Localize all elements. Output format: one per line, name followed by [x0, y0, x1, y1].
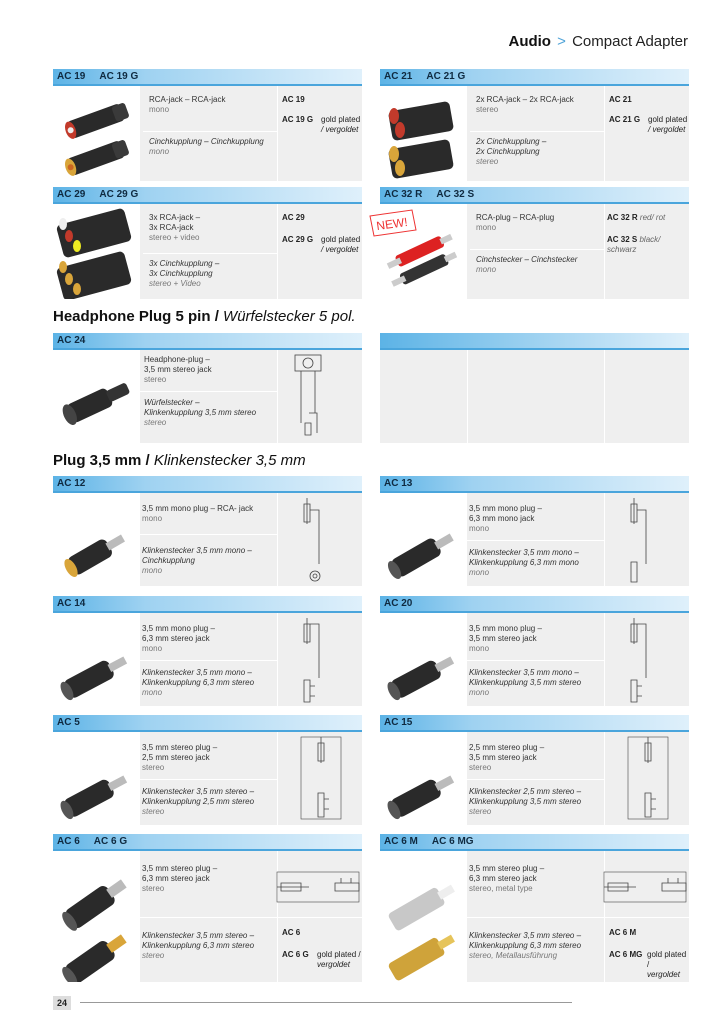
- footer-rule: [80, 1002, 572, 1003]
- product-ac6m: AC 6 M AC 6 MG 3,5 mm stereo plug – 6,3 mm stereo jack stereo, metal type Klinkenstecker 3,5 mm stereo – Klinkenkupplung 6,3 mm stereo stereo, Metallausführung AC 6 M AC 6 MG gold plated / vergoldet: [380, 834, 689, 982]
- product-image: [380, 493, 467, 586]
- wiring-diagram: [602, 862, 688, 917]
- product-bar: AC 19 AC 19 G: [53, 69, 362, 84]
- product-image: [53, 86, 140, 181]
- wiring-diagram: [299, 735, 343, 828]
- product-bar: AC 13: [380, 476, 689, 491]
- product-bar: AC 6 AC 6 G: [53, 834, 362, 849]
- new-badge: [368, 208, 418, 238]
- wiring-diagram: [624, 616, 654, 709]
- product-bar: AC 6 M AC 6 MG: [380, 834, 689, 849]
- product-ac15: AC 15 2,5 mm stereo plug – 3,5 mm stereo jack stereo Klinkenstecker 2,5 mm stereo – Klinkenkupplung 3,5 mm stereo stereo: [380, 715, 689, 825]
- product-bar: AC 14: [53, 596, 362, 611]
- product-image: [380, 613, 467, 706]
- product-ac5: AC 5 3,5 mm stereo plug – 2,5 mm stereo jack stereo Klinkenstecker 3,5 mm stereo – Klinkenkupplung 2,5 mm stereo stereo: [53, 715, 362, 825]
- product-image: [53, 851, 140, 982]
- product-ac29: AC 29 AC 29 G 3x RCA-jack – 3x RCA-jack stereo + video 3x Cinchkupplung – 3x Cinchkupplung stereo + Video AC 29 AC 29 G gold plated / vergoldet: [53, 187, 362, 299]
- new-badge-label: NEW!: [375, 214, 409, 234]
- product-ac12: AC 12 3,5 mm mono plug – RCA- jack mono Klinkenstecker 3,5 mm mono – Cinchkupplung mono: [53, 476, 362, 586]
- product-bar: AC 15: [380, 715, 689, 730]
- product-image: [53, 613, 140, 706]
- wiring-diagram: [626, 735, 670, 828]
- product-image: [380, 732, 467, 825]
- product-bar: AC 5: [53, 715, 362, 730]
- section-title-plug: Plug 3,5 mm / Klinkenstecker 3,5 mm: [53, 452, 306, 469]
- product-ac20: AC 20 3,5 mm mono plug – 3,5 mm stereo jack mono Klinkenstecker 3,5 mm mono – Klinkenkupplung 3,5 mm stereo mono: [380, 596, 689, 706]
- product-ac21: AC 21 AC 21 G 2x RCA-jack – 2x RCA-jack stereo 2x Cinchkupplung – 2x Cinchkupplung stereo AC 21 AC 21 G gold plated / vergoldet: [380, 69, 689, 181]
- product-image: [53, 204, 140, 299]
- product-bar: AC 20: [380, 596, 689, 611]
- product-image: [380, 851, 467, 982]
- product-bar: AC 32 R AC 32 S: [380, 187, 689, 202]
- product-image: [53, 732, 140, 825]
- wiring-diagram: [291, 353, 331, 446]
- header-separator: >: [557, 33, 566, 50]
- product-bar: AC 24: [53, 333, 362, 348]
- page-header: [508, 33, 688, 50]
- product-image: [53, 350, 140, 443]
- empty-block: [380, 333, 689, 443]
- product-ac32: AC 32 R AC 32 S RCA-plug – RCA-plug mono Cinchstecker – Cinchstecker mono AC 32 R red/ rot AC 32 S black/ schwarz: [380, 187, 689, 299]
- product-ac24: AC 24 Headphone-plug – 3,5 mm stereo jack stereo Würfelstecker – Klinkenkupplung 3,5 mm stereo stereo: [53, 333, 362, 443]
- wiring-diagram: [297, 616, 327, 709]
- wiring-diagram: [624, 496, 654, 589]
- product-ac13: AC 13 3,5 mm mono plug – 6,3 mm mono jack mono Klinkenstecker 3,5 mm mono – Klinkenkupplung 6,3 mm mono mono: [380, 476, 689, 586]
- product-image: [53, 493, 140, 586]
- product-bar: AC 12: [53, 476, 362, 491]
- page-number: 24: [53, 996, 71, 1010]
- product-ac6: AC 6 AC 6 G 3,5 mm stereo plug – 6,3 mm stereo jack stereo Klinkenstecker 3,5 mm stereo – Klinkenkupplung 6,3 mm stereo stereo AC 6 AC 6 G gold plated / vergoldet: [53, 834, 362, 982]
- wiring-diagram: [275, 862, 361, 917]
- wiring-diagram: [297, 496, 327, 589]
- product-ac14: AC 14 3,5 mm mono plug – 6,3 mm stereo jack mono Klinkenstecker 3,5 mm mono – Klinkenkupplung 6,3 mm stereo mono: [53, 596, 362, 706]
- product-ac19: AC 19 AC 19 G RCA-jack – RCA-jack mono Cinchkupplung – Cinchkupplung mono AC 19 AC 19 G gold plated / vergoldet: [53, 69, 362, 181]
- product-image: [380, 86, 467, 181]
- header-main: Audio: [508, 33, 551, 50]
- product-bar: AC 29 AC 29 G: [53, 187, 362, 202]
- header-sub: Compact Adapter: [572, 33, 688, 50]
- product-bar: AC 21 AC 21 G: [380, 69, 689, 84]
- section-title-headphone: Headphone Plug 5 pin / Würfelstecker 5 pol.: [53, 308, 356, 325]
